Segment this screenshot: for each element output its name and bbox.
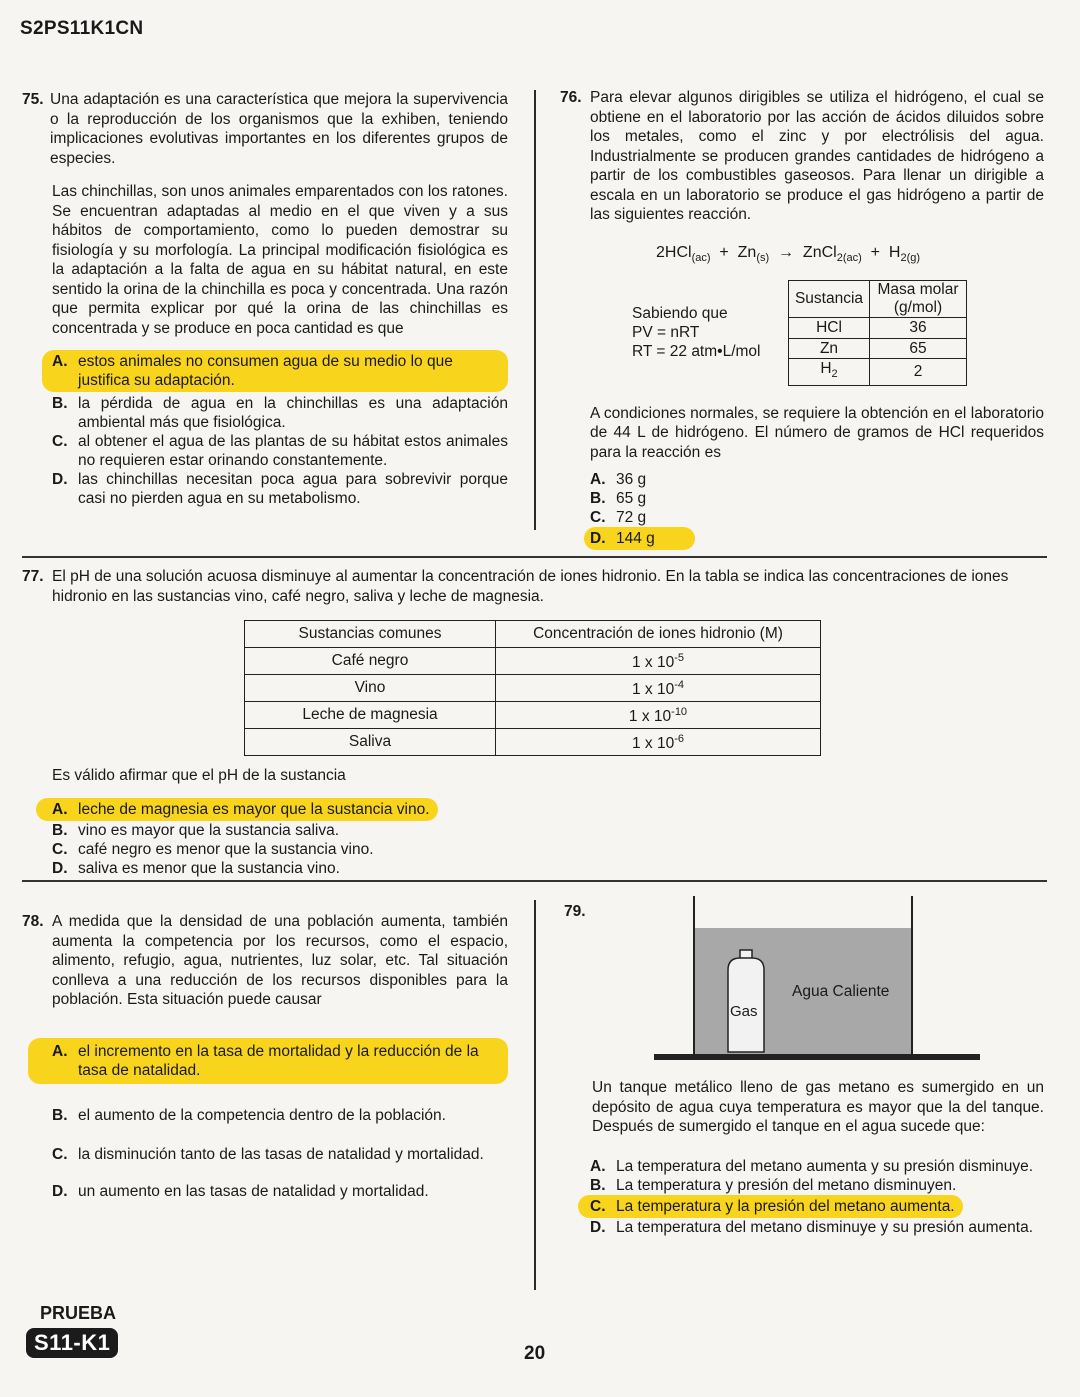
option-d[interactable]: D. saliva es menor que la sustancia vino. xyxy=(52,859,340,877)
option-c[interactable]: C. 72 g xyxy=(590,509,647,527)
section-divider xyxy=(22,556,1047,558)
option-c[interactable]: C. café negro es menor que la sustancia vino. xyxy=(52,840,374,858)
section-divider xyxy=(22,880,1047,882)
hydronium-table: Sustancias comunes Concentración de iones hidronio (M) Café negro 1 x $10^{-5}$ Vino 1 x $10^{-4}$ Leche de magnesia 1 x $10^{-10}$ Saliva 1 x $10^{-6}$ xyxy=(244,620,821,756)
option-d[interactable]: D. las chinchillas necesitan poca agua para sobrevivir porque casi no pierden agua en su metabolismo. xyxy=(52,471,508,507)
question-number: 76. xyxy=(560,89,582,106)
option-c[interactable]: C. al obtener el agua de las plantas de su hábitat estos animales no requieren estar orinando constantemente. xyxy=(52,433,508,469)
option-c[interactable]: C. La temperatura y la presión del metano aumenta. xyxy=(578,1195,963,1218)
option-d[interactable]: D. 144 g xyxy=(584,527,695,550)
given-data: Sabiendo que PV = nRT RT = 22 atm•L/mol xyxy=(632,305,761,361)
question-intro: Una adaptación es una característica que mejora la supervivencia o la reproducción de los organismos que la exhiben, teniendo implicaciones evolutivas importantes en los diferentes grupos de especies. xyxy=(50,91,508,167)
column-divider-top xyxy=(534,90,536,530)
question-75 xyxy=(22,90,508,508)
question-intro: Para elevar algunos dirigibles se utiliza el hidrógeno, el cual se obtiene en el laboratorio por las acción de ácidos diluidos sobre los metales, como el zinc y por electrólisis del agua. Industrialmente se producen grandes cantidades de hidrógeno a partir de los combustibles gaseosos. Para llenar un dirigible a escala en un laboratorio se produce el gas hidrógeno a partir de las siguientes reacción. xyxy=(590,89,1044,223)
option-a[interactable]: A. estos animales no consumen agua de su medio lo que justifica su adaptación. xyxy=(42,350,508,392)
question-text: Es válido afirmar que el pH de la sustancia xyxy=(52,767,346,784)
question-intro: A medida que la densidad de una población aumenta, también aumenta la competencia por los recursos, como el espacio, alimento, refugio, agua, nutrientes, luz solar, etc. Tal situación conlleva a una reducción de los recursos disponibles para la población. Esta situación puede causar xyxy=(52,913,508,1008)
gas-tank xyxy=(728,950,764,1052)
option-d[interactable]: D. La temperatura del metano disminuye y su presión aumenta. xyxy=(590,1218,1034,1236)
document-code: S2PS11K1CN xyxy=(20,18,144,39)
option-a[interactable]: A. 36 g xyxy=(590,471,647,489)
question-text: A condiciones normales, se requiere la obtención en el laboratorio de 44 L de hidrógeno. El número de gramos de HCl requeridos para la reacción es xyxy=(590,404,1044,461)
question-77 xyxy=(22,567,1046,878)
question-intro: El pH de una solución acuosa disminuye al aumentar la concentración de iones hidronio. En la tabla se indica las concentraciones de iones hidronio en las sustancias vino, café negro, saliva y leche de magnesia. xyxy=(52,568,1009,605)
question-number: 78. xyxy=(22,913,44,930)
option-a[interactable]: A. el incremento en la tasa de mortalidad y la reducción de la tasa de natalidad. xyxy=(28,1038,508,1084)
question-79 xyxy=(564,902,1044,1237)
option-a[interactable]: A. leche de magnesia es mayor que la sustancia vino. xyxy=(36,798,438,821)
question-number: 77. xyxy=(22,568,44,585)
option-b[interactable]: B. La temperatura y presión del metano disminuyen. xyxy=(590,1176,957,1194)
option-b[interactable]: B. 65 g xyxy=(590,490,647,508)
question-76 xyxy=(560,88,1044,550)
gas-label: Gas xyxy=(730,1003,758,1020)
question-78 xyxy=(22,912,508,1201)
option-a[interactable]: A. La temperatura del metano aumenta y su presión disminuye. xyxy=(590,1157,1034,1175)
molar-mass-table: Sustancia Masa molar (g/mol) HCl 36 Zn 65 $H_2$ 2 xyxy=(788,280,967,386)
option-b[interactable]: B. el aumento de la competencia dentro de la población. xyxy=(52,1106,446,1124)
option-c[interactable]: C. la disminución tanto de las tasas de natalidad y mortalidad. xyxy=(52,1145,484,1163)
footer-label: PRUEBA xyxy=(40,1303,117,1323)
option-d[interactable]: D. un aumento en las tasas de natalidad y mortalidad. xyxy=(52,1182,429,1200)
question-intro: Un tanque metálico lleno de gas metano es sumergido en un depósito de agua cuya temperatura es mayor que la del tanque. Después de sumergido el tanque en el agua sucede que: xyxy=(592,1079,1044,1135)
chemical-equation: $2HCl_{(ac)} + Zn_{(s)}$ → ZnCl$_{2(ac)}$ + $H_{2(g)}$ xyxy=(656,243,921,264)
water-label: Agua Caliente xyxy=(792,983,890,1000)
option-b[interactable]: B. la pérdida de agua en la chinchillas es una adaptación ambiental más que fisiológica. xyxy=(52,395,508,431)
question-number: 75. xyxy=(22,91,44,108)
question-body: Las chinchillas, son unos animales emparentados con los ratones. Se encuentran adaptadas al medio en el que viven y a sus hábitos de comportamiento, como lo pueden demostrar su fisiología y su morfología. La principal modificación fisiológica es la adaptación a la falta de agua en su hábitat natural, en este sentido la orina de la chinchilla es poca y concentrada. Una razón que permita explicar por qué la orina de las chinchillas es concentrada y se produce en poca cantidad es que xyxy=(52,183,508,337)
column-divider-bottom xyxy=(534,900,536,1290)
page-number: 20 xyxy=(524,1343,546,1364)
test-badge: S11-K1 xyxy=(26,1328,118,1358)
ground-base xyxy=(654,1054,980,1060)
question-number: 79. xyxy=(564,903,586,920)
option-b[interactable]: B. vino es mayor que la sustancia saliva. xyxy=(52,821,340,839)
